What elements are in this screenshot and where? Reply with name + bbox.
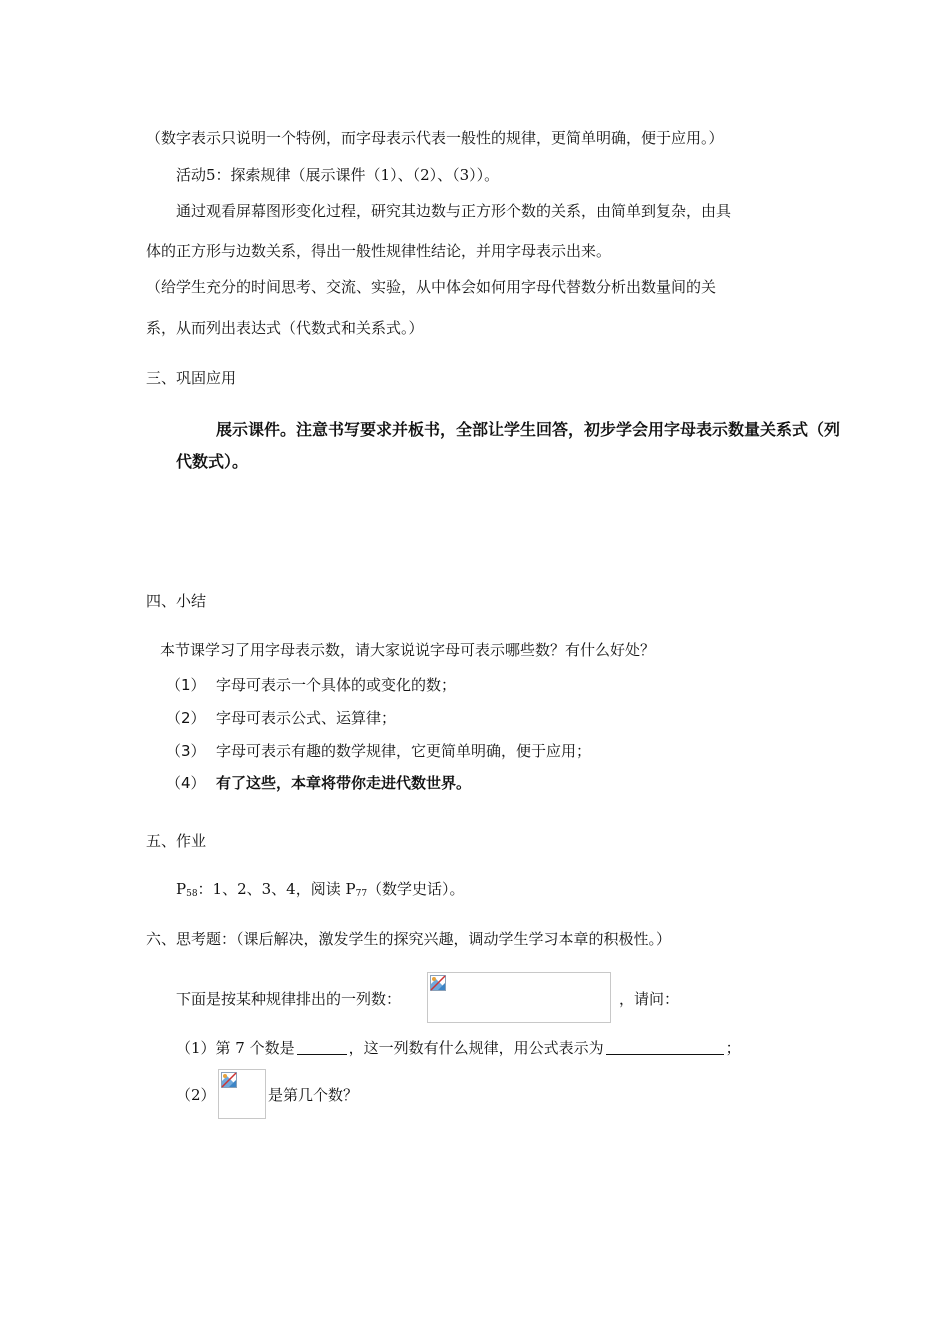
give-paragraph-line-2: 系，从而列出表达式（代数式和关系式。）: [146, 319, 424, 337]
summary-item-2-text: 字母可表示公式、运算律；: [216, 709, 397, 727]
homework-page-1: 58: [186, 889, 198, 899]
homework-end: （数学史话）。: [367, 880, 465, 898]
question-intro-end: ，请问：: [619, 990, 680, 1008]
answer-blank-formula[interactable]: [606, 1040, 724, 1055]
paragraph-digits-note: （数字表示只说明一个特例，而字母表示代表一般性的规律，更简单明确，便于应用。）: [146, 129, 724, 147]
give-paragraph-line-1: （给学生充分的时间思考、交流、实验，从中体会如何用字母代替数分析出数量间的关: [146, 278, 717, 296]
observe-paragraph-line-2: 体的正方形与边数关系，得出一般性规律性结论，并用字母表示出来。: [146, 242, 612, 260]
observe-paragraph-line-1: 通过观看屏幕图形变化过程，研究其边数与正方形个数的关系，由简单到复杂，由具: [176, 202, 732, 220]
section-5-title: 五、作业: [146, 832, 207, 850]
question-1-end: ；: [725, 1039, 741, 1057]
section-3-body-line-1: 展示课件。注意书写要求并板书，全部让学生回答，初步学会用字母表示数量关系式（列: [216, 420, 841, 439]
term-image-placeholder: [218, 1069, 266, 1119]
summary-item-1-text: 字母可表示一个具体的或变化的数；: [216, 676, 457, 694]
section-3-body-line-2: 代数式）。: [176, 452, 249, 471]
summary-question: 本节课学习了用字母表示数，请大家说说字母可表示哪些数？有什么好处？: [160, 641, 656, 659]
summary-item-4-num: （4）: [166, 774, 206, 792]
question-intro: 下面是按某种规律排出的一列数：: [176, 990, 402, 1008]
homework-page-2: 77: [355, 889, 368, 899]
question-2-prefix: （2）: [176, 1086, 216, 1104]
homework-mid: ：1、2、3、4，阅读 P: [197, 880, 356, 898]
summary-item-4-text: 有了这些，本章将带你走进代数世界。: [216, 774, 472, 792]
question-2-suffix: 是第几个数？: [268, 1086, 359, 1104]
question-1-part-a: （1）第 7 个数是: [176, 1039, 295, 1057]
summary-item-3-text: 字母可表示有趣的数学规律，它更简单明确，便于应用；: [216, 742, 592, 760]
section-6-title: 六、思考题：（课后解决，激发学生的探究兴趣，调动学生学习本章的积极性。）: [146, 930, 672, 948]
section-4-title: 四、小结: [146, 592, 207, 610]
homework-line: [176, 879, 465, 904]
summary-item-3-num: （3）: [166, 742, 206, 760]
sequence-image-placeholder: [427, 972, 611, 1023]
broken-image-icon: [430, 975, 446, 991]
answer-blank-1[interactable]: [297, 1040, 347, 1055]
question-1: [176, 1038, 741, 1058]
question-1-part-b: ，这一列数有什么规律，用公式表示为: [348, 1039, 604, 1057]
homework-p1: P: [176, 880, 187, 898]
summary-item-2-num: （2）: [166, 709, 206, 727]
summary-item-1-num: （1）: [166, 676, 206, 694]
section-3-title: 三、巩固应用: [146, 369, 237, 387]
activity-5-heading: 活动5：探索规律（展示课件（1）、（2）、（3））。: [176, 166, 500, 184]
broken-image-icon: [221, 1072, 237, 1088]
